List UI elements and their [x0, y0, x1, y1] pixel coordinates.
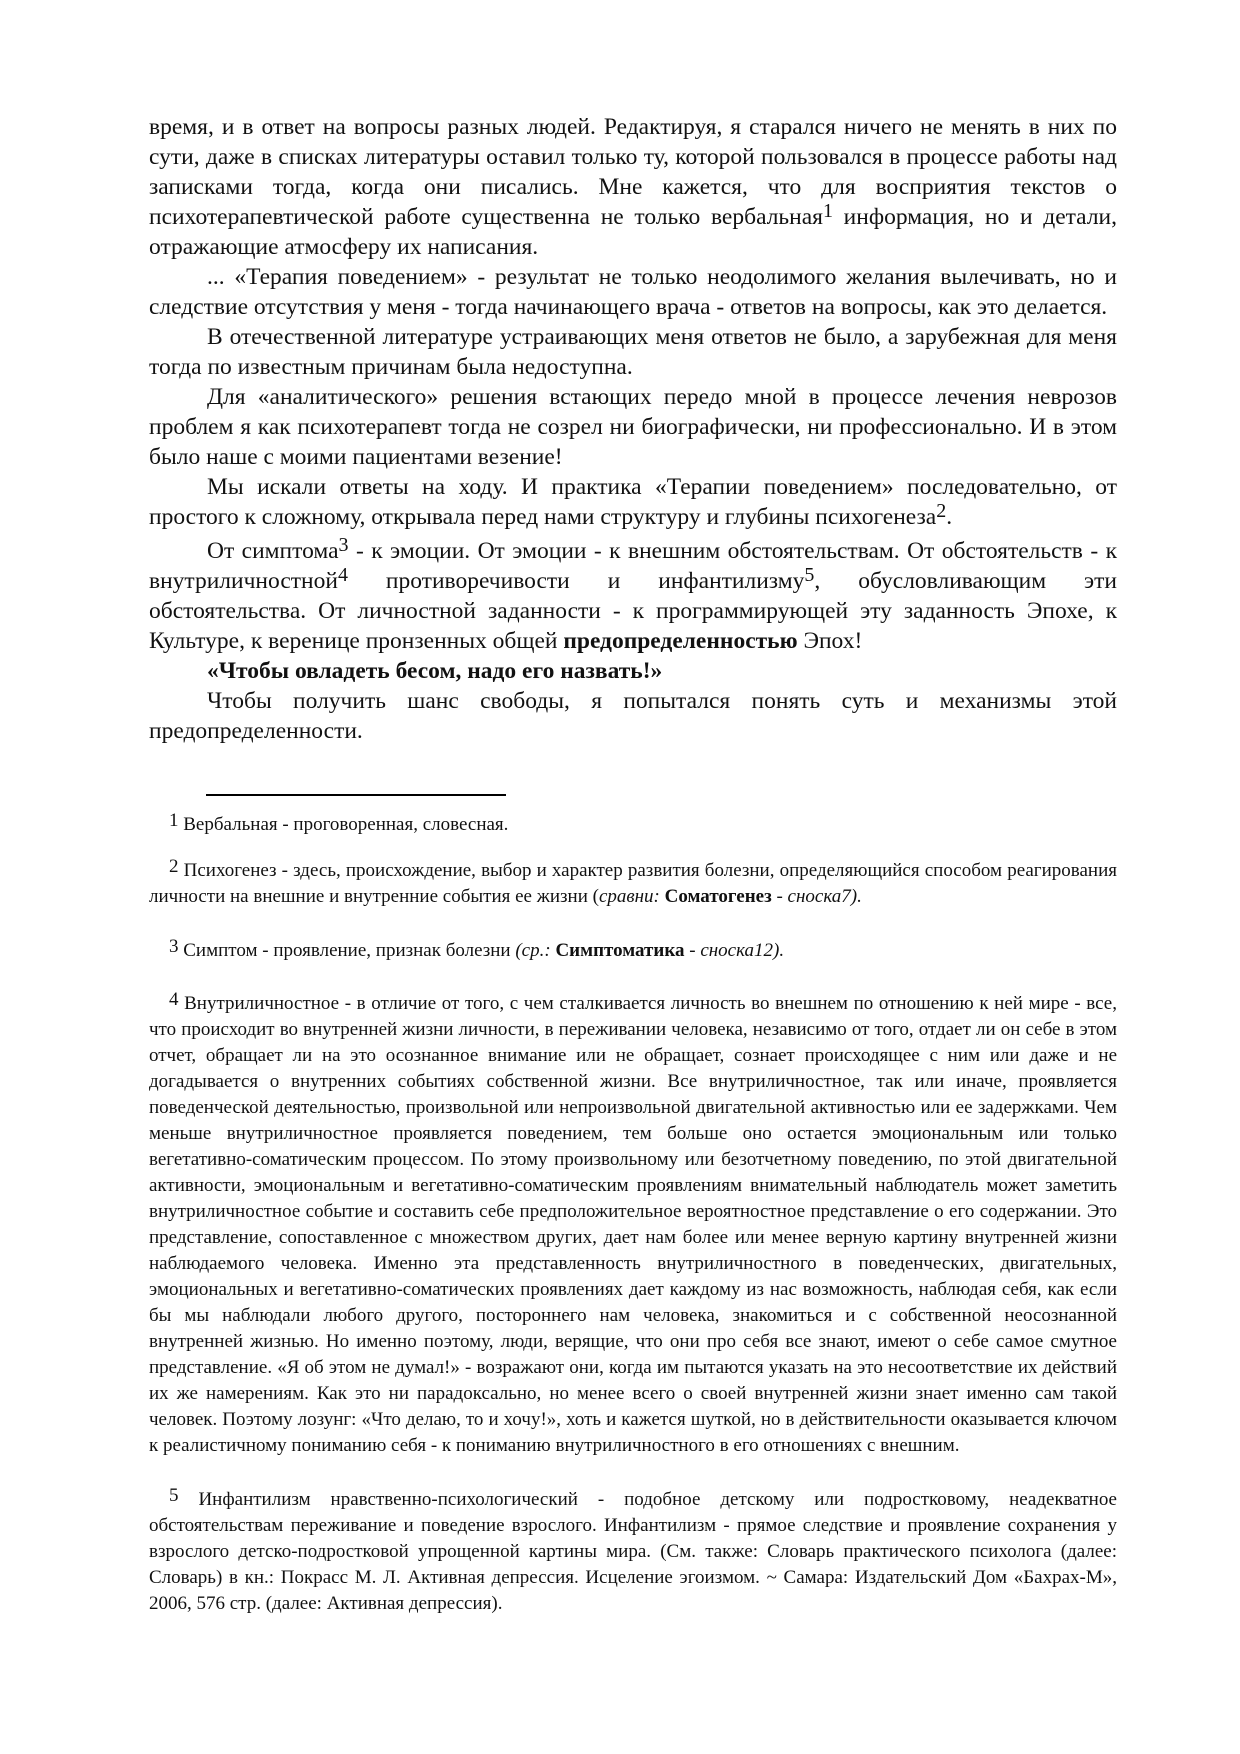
- footnote-4-text: Внутриличностное - в отличие от того, с чем сталкивается личность во внешнем по отношению к ней мире - все, что происходит во внутренней жизни личности, в переживании человека, независимо от того, отдает ли он себе в этом отчет, обращает ли на это осознанное внимание или не обращает, сознает происходящее с ним или даже и не догадывается о внутренних событиях собственной жизни. Все внутриличностное, так или иначе, проявляется поведенческой деятельностью, произвольной или непроизвольной двигательной активностью или ее задержками. Чем меньше внутриличностное проявляется поведением, тем больше оно остается эмоциональным или только вегетативно-соматическим процессом. По этому произвольному или безотчетному поведению, по этой двигательной активности, эмоциональным и вегетативно-соматическим проявлениям внимательный наблюдатель может заметить внутриличностное событие и составить себе предположительное вероятностное представление о его содержании. Это представление, сопоставленное с множеством других, дает нам более или менее верную картину внутренней жизни наблюдаемого человека. Именно эта представленность внутриличностного в поведенческих, двигательных, эмоциональных и вегетативно-соматических проявлениях дает каждому из нас возможность, наблюдая себя, как если бы мы наблюдали любого другого, постороннего нам человека, знакомиться и с собственной неосознанной внутренней жизнью. Но именно поэтому, люди, верящие, что они про себя все знают, имеют о себе самое смутное представление. «Я об этом не думал!» - возражают они, когда им пытаются указать на это несоответствие их действий их же намерениям. Как это ни парадоксально, но менее всего о своей внутренней жизни знает именно сам такой человек. Поэтому лозунг: «Что делаю, то и хочу!», хоть и кажется шуткой, но в действительности оказывается ключом к реалистичному пониманию себя - к пониманию внутриличностного в его отношениях с внешним.: [149, 993, 1117, 1456]
- footnote-2-text: Психогенез - здесь, происхождение, выбор и характер развития болезни, определяющийся способом реагирования личности на внешние и внутренние события ее жизни (: [149, 860, 1117, 907]
- paragraph-6-text-c: противоречивости и инфантилизму: [347, 568, 805, 594]
- footnotes-section: [149, 812, 1117, 1617]
- footnote-1: [149, 812, 1117, 838]
- footnote-2-bold: Соматогенез: [664, 886, 772, 907]
- paragraph-1-text: время, и в ответ на вопросы разных людей. Редактируя, я старался ничего не менять в них по сути, даже в списках литературы оставил только ту, которой пользовался в процессе работы над записками тогда, когда они писались. Мне кажется, что для восприятия текстов о психотерапевтической работе существенна не только вербальная: [149, 114, 1117, 230]
- footnote-3-bold: Симптоматика: [555, 940, 685, 961]
- paragraph-4: Для «аналитического» решения встающих передо мной в процессе лечения неврозов проблем я как психотерапевт тогда не созрел ни биографически, ни профессионально. И в этом было наше с моими пациентами везение!: [149, 384, 1117, 470]
- footnote-ref-2[interactable]: 2: [936, 500, 947, 522]
- paragraph-5-tail: .: [946, 504, 953, 530]
- footnote-2: [149, 858, 1117, 910]
- paragraph-5: [149, 472, 1117, 532]
- footnote-ref-1[interactable]: 1: [822, 200, 833, 222]
- paragraph-1: [149, 112, 1117, 262]
- footnote-5: [149, 1487, 1117, 1617]
- footnote-separator: [206, 794, 506, 796]
- footnote-1-text: Вербальная - проговоренная, словесная.: [178, 814, 509, 835]
- footnote-1-number: 1: [169, 810, 179, 831]
- paragraph-6: [149, 536, 1117, 656]
- main-text: [149, 112, 1117, 746]
- footnote-3-italic: (ср.:: [515, 940, 556, 961]
- footnote-3-text: Симптом - проявление, признак болезни: [178, 940, 516, 961]
- footnote-4: [149, 991, 1117, 1459]
- footnote-2-number: 2: [169, 856, 179, 877]
- quote-heading: «Чтобы овладеть бесом, надо его назвать!»: [207, 658, 663, 684]
- paragraph-5-text: Мы искали ответы на ходу. И практика «Терапии поведением» последовательно, от простого к сложному, открывала перед нами структуру и глубины психогенеза: [149, 474, 1117, 530]
- paragraph-8: Чтобы получить шанс свободы, я попытался понять суть и механизмы этой предопределенности.: [149, 688, 1117, 744]
- paragraph-3: В отечественной литературе устраивающих меня ответов не было, а зарубежная для меня тогда по известным причинам была недоступна.: [149, 324, 1117, 380]
- paragraph-2: ... «Терапия поведением» - результат не только неодолимого желания вылечивать, но и следствие отсутствия у меня - тогда начинающего врача - ответов на вопросы, как это делается.: [149, 264, 1117, 320]
- footnote-ref-4[interactable]: 4: [337, 564, 348, 586]
- footnote-3: [149, 938, 1117, 964]
- footnote-3-italic-tail: - сноска12).: [684, 940, 785, 961]
- paragraph-1-tail: информация, но и детали, отражающие атмосферу их написания.: [149, 204, 1117, 260]
- paragraph-6-bold: предопределенностью: [563, 628, 798, 654]
- paragraph-6-text-e: Эпох!: [797, 628, 863, 654]
- footnote-3-number: 3: [169, 936, 179, 957]
- footnote-ref-5[interactable]: 5: [804, 564, 815, 586]
- footnote-ref-3[interactable]: 3: [338, 534, 349, 556]
- footnote-4-number: 4: [169, 989, 179, 1010]
- paragraph-6-text-d: , обусловливающим эти обстоятельства. От личностной заданности - к программирующей эту заданность Эпохе, к Культуре, к веренице пронзенных общей: [149, 568, 1117, 654]
- footnote-5-text: Инфантилизм нравственно-психологический - подобное детскому или подростковому, неадекватное обстоятельствам переживание и поведение взрослого. Инфантилизм - прямое следствие и проявление сохранения у взрослого детско-подростковой упрощенной картины мира. (См. также: Словарь практического психолога (далее: Словарь) в кн.: Покрасс М. Л. Активная депрессия. Исцеление эгоизмом. ~ Самара: Издательский Дом «Бахрах-М», 2006, 576 стр. (далее: Активная депрессия).: [149, 1489, 1117, 1614]
- footnote-2-italic-tail: - сноска7).: [771, 886, 862, 907]
- footnote-2-italic: сравни:: [598, 886, 665, 907]
- paragraph-6-text-a: От симптома: [207, 538, 339, 564]
- footnote-5-number: 5: [169, 1485, 179, 1506]
- paragraph-6-text-b: - к эмоции. От эмоции - к внешним обстоятельствам. От обстоятельств - к внутриличностной: [149, 538, 1117, 594]
